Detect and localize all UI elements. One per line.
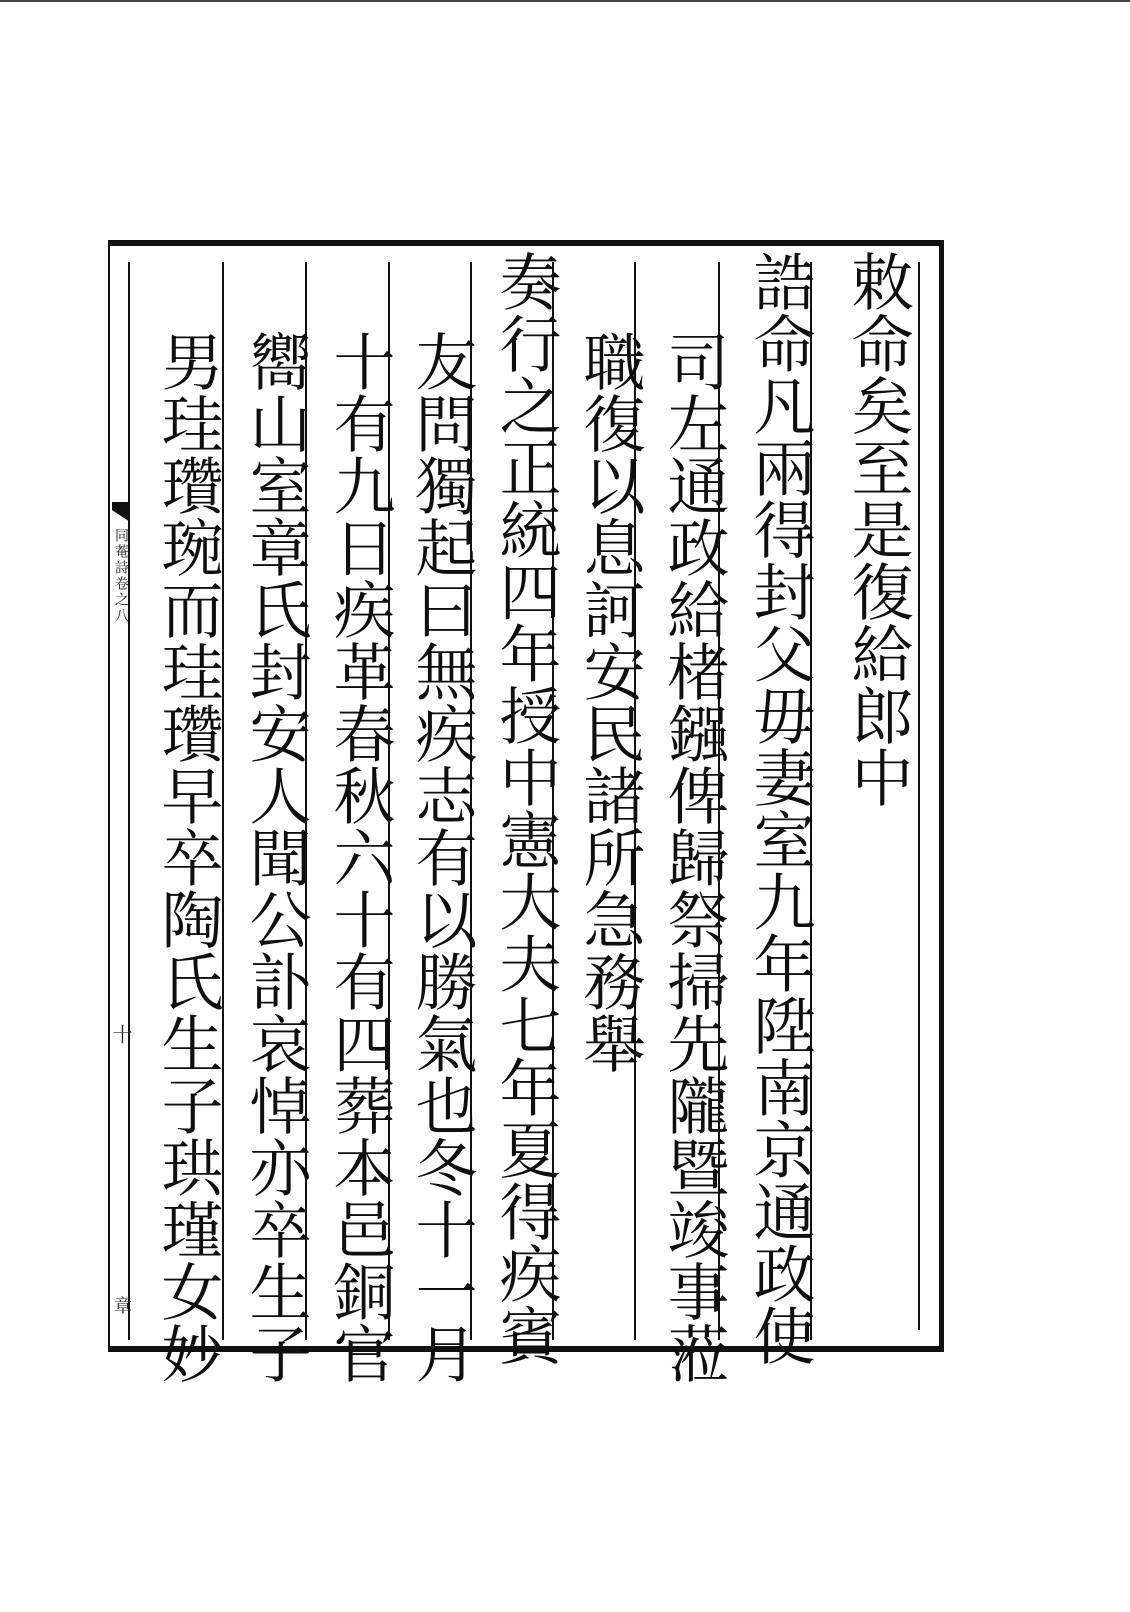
text-column-3: 司左通政給楮鏹俾歸祭掃先隴暨竣事蒞 (657, 330, 730, 1384)
page-top-edge (0, 0, 1130, 2)
banxin-carver-name: 章 (111, 1296, 132, 1314)
fish-tail-ornament (112, 502, 130, 522)
text-column-7: 十有九日疾革春秋六十有四葬本邑銅官 (323, 330, 396, 1384)
frame-inner-right-rule (918, 262, 920, 1330)
text-column-6: 友問獨起曰無疾志有以勝氣也冬十一月 (405, 330, 478, 1384)
text-column-9: 男珪瓚琬而珪瓚早卒陶氏生子珙瑾女妙 (151, 330, 224, 1384)
text-column-1: 敕命矣至是復給郎中 (841, 250, 914, 808)
banxin-fold-column (109, 246, 133, 1346)
text-column-8: 嚮山室章氏封安人聞公訃哀悼亦卒生子 (239, 330, 312, 1384)
text-column-5: 奏行之正統四年授中憲大夫七年夏得疾賓 (489, 250, 562, 1366)
banxin-book-title: 同菴詩卷之八 (113, 528, 129, 624)
text-column-4: 職復以息訶安民諸所急務舉 (573, 330, 646, 1074)
text-column-2: 誥命凡兩得封父毋妻室九年陞南京通政使 (743, 250, 816, 1366)
banxin-page-number: 十 (109, 1024, 133, 1044)
